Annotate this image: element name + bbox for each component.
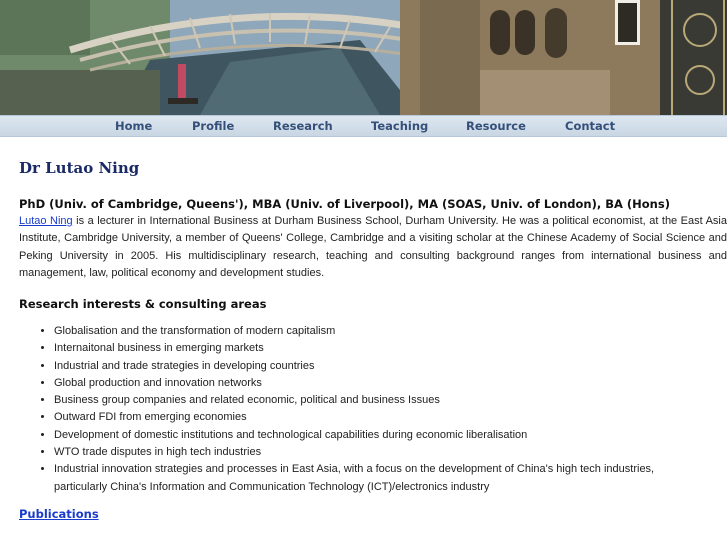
list-item: • Internaitonal business in emerging markets <box>54 340 709 357</box>
list-item: • Business group companies and related economic, political and business Issues <box>54 392 709 409</box>
nav-contact[interactable]: Contact <box>565 119 616 133</box>
list-item: • WTO trade disputes in high tech industries <box>54 444 709 461</box>
nav-teaching[interactable]: Teaching <box>371 119 429 133</box>
nav-profile[interactable]: Profile <box>192 119 235 133</box>
nav-home[interactable]: Home <box>115 119 153 133</box>
intro-paragraph <box>19 213 727 283</box>
list-item: • Industrial innovation strategies and processes in East Asia, with a focus on the development of China's high tech industries, particularly China's Information and Communication Technology (ICT)/electronics industry <box>54 461 709 496</box>
degrees-line: PhD (Univ. of Cambridge, Queens'), MBA (Univ. of Liverpool), MA (SOAS, Univ. of London), BA (Hons) <box>19 197 670 211</box>
publications-link[interactable]: Publications <box>19 507 99 521</box>
intro-text: is a lecturer in International Business at Durham Business School, Durham University. He was a political economist, at the East Asia Institute, Cambridge University, a member of Queens' College, Cambridge and a visiting scholar at the Chinese Academy of Social Science and Peking University in 2005. His multidisciplinary research, teaching and consulting background ranges from international business and management, law, political economy and development studies. <box>19 215 727 280</box>
page-title: Dr Lutao Ning <box>19 159 140 177</box>
main-navigation <box>0 115 727 137</box>
research-interests-list <box>19 323 709 496</box>
list-item: • Global production and innovation networks <box>54 375 709 392</box>
nav-resource[interactable]: Resource <box>466 119 526 133</box>
header-banner-photo <box>0 0 727 115</box>
research-heading: Research interests & consulting areas <box>19 297 267 311</box>
nav-research[interactable]: Research <box>273 119 333 133</box>
mathematical-bridge-image <box>0 0 727 115</box>
list-item: • Development of domestic institutions and technological capabilities during economic liberalisation <box>54 427 709 444</box>
list-item: • Outward FDI from emerging economies <box>54 409 709 426</box>
list-item: • Globalisation and the transformation of modern capitalism <box>54 323 709 340</box>
name-link[interactable]: Lutao Ning <box>19 215 73 227</box>
list-item: • Industrial and trade strategies in developing countries <box>54 358 709 375</box>
